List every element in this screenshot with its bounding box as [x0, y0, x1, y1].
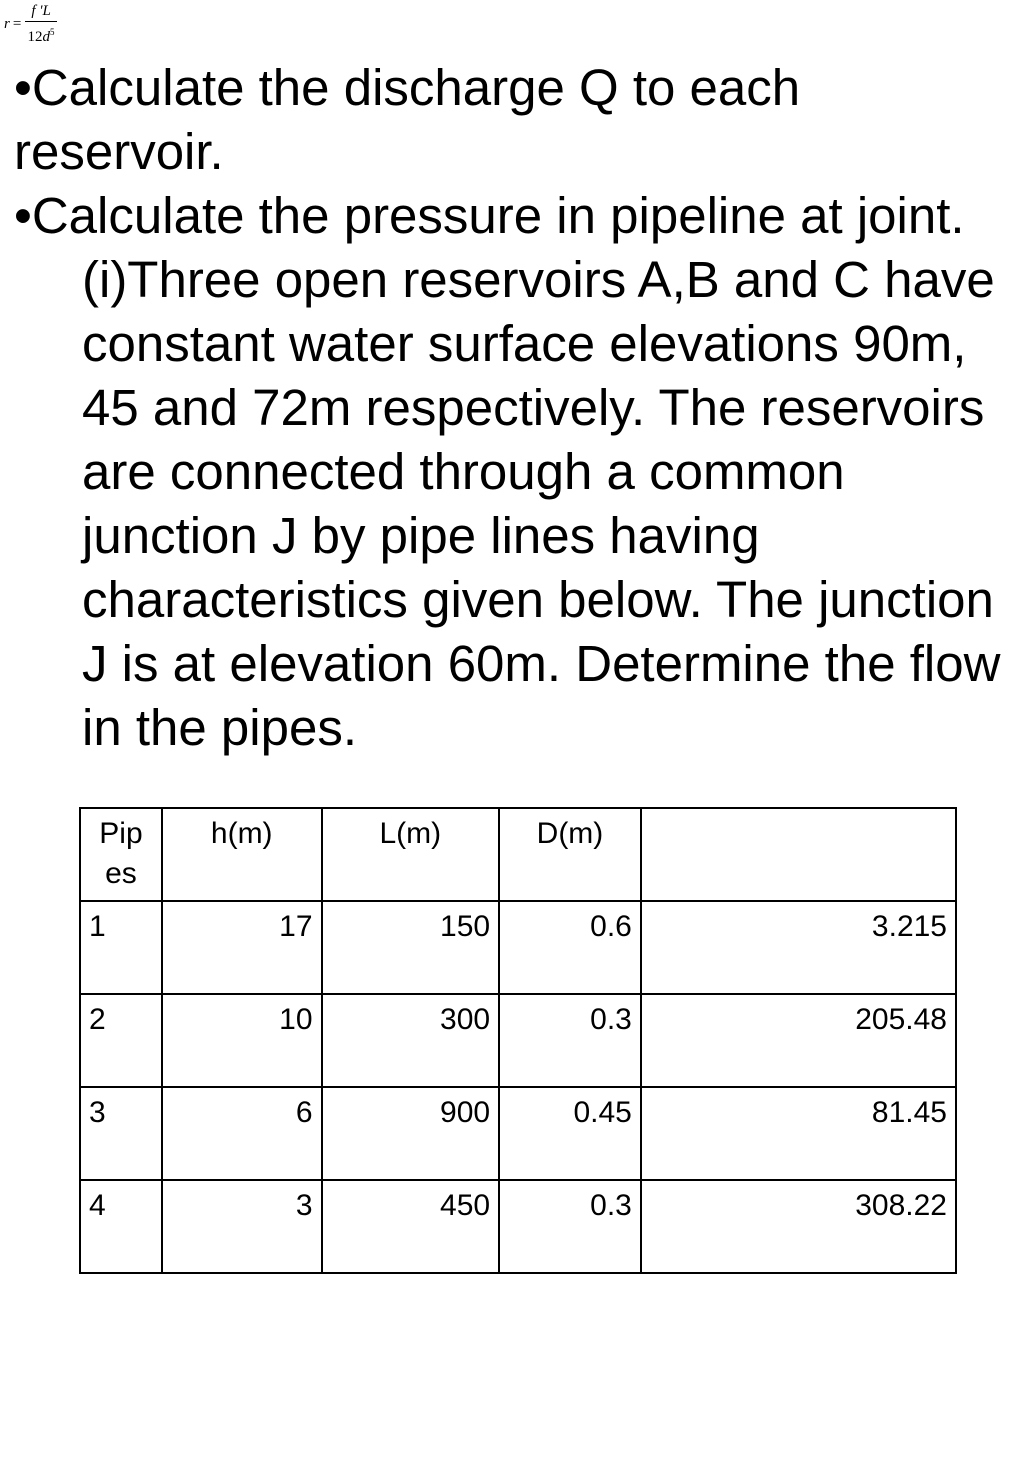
cell-r: 3.215 — [641, 901, 956, 994]
cell-h: 17 — [162, 901, 322, 994]
cell-d: 0.6 — [499, 901, 641, 994]
cell-r: 308.22 — [641, 1180, 956, 1273]
header-l: L(m) — [322, 808, 500, 901]
formula-denominator-var: d — [42, 29, 51, 45]
cell-pipe: 3 — [80, 1087, 162, 1180]
table-row — [80, 1087, 956, 1180]
cell-h: 6 — [162, 1087, 322, 1180]
problem-paragraph: (i)Three open reservoirs A,B and C have constant water surface elevations 90m, 45 and 72m respectively. The reservoirs are connected through a common junction J by pipe lines having characteristics given below. The junction J is at elevation 60m. Determine the flow in the pipes. — [82, 251, 1001, 756]
cell-pipe: 4 — [80, 1180, 162, 1273]
cell-l: 300 — [322, 994, 500, 1087]
cell-d: 0.45 — [499, 1087, 641, 1180]
header-d: D(m) — [499, 808, 641, 901]
cell-pipe: 1 — [80, 901, 162, 994]
header-h: h(m) — [162, 808, 322, 901]
header-pipes — [80, 808, 162, 901]
cell-l: 150 — [322, 901, 500, 994]
header-r — [641, 808, 956, 901]
formula-denominator-exp: 5 — [50, 27, 55, 37]
pipe-characteristics-table — [79, 807, 957, 1274]
problem-statement — [14, 56, 1014, 760]
cell-d: 0.3 — [499, 994, 641, 1087]
formula-lhs: r — [4, 16, 10, 32]
cell-h: 10 — [162, 994, 322, 1087]
formula-denominator — [26, 22, 57, 47]
table-header-row — [80, 808, 956, 901]
header-pipes-line1: Pip — [99, 817, 143, 850]
table-row — [80, 994, 956, 1087]
cell-l: 900 — [322, 1087, 500, 1180]
cell-r: 205.48 — [641, 994, 956, 1087]
bullet-discharge: •Calculate the discharge Q to each reservoir. — [14, 59, 801, 180]
cell-d: 0.3 — [499, 1180, 641, 1273]
formula-fraction — [25, 2, 56, 47]
cell-r: 81.45 — [641, 1087, 956, 1180]
resistance-formula — [4, 2, 57, 47]
table-row — [80, 1180, 956, 1273]
header-pipes-line2: es — [105, 857, 137, 890]
formula-numerator: f 'L — [25, 2, 56, 22]
cell-l: 450 — [322, 1180, 500, 1273]
cell-pipe: 2 — [80, 994, 162, 1087]
formula-equals: = — [12, 16, 22, 32]
bullet-pressure: •Calculate the pressure in pipeline at joint. — [14, 187, 965, 244]
formula-denominator-base: 12 — [27, 29, 43, 45]
table-row — [80, 901, 956, 994]
cell-h: 3 — [162, 1180, 322, 1273]
